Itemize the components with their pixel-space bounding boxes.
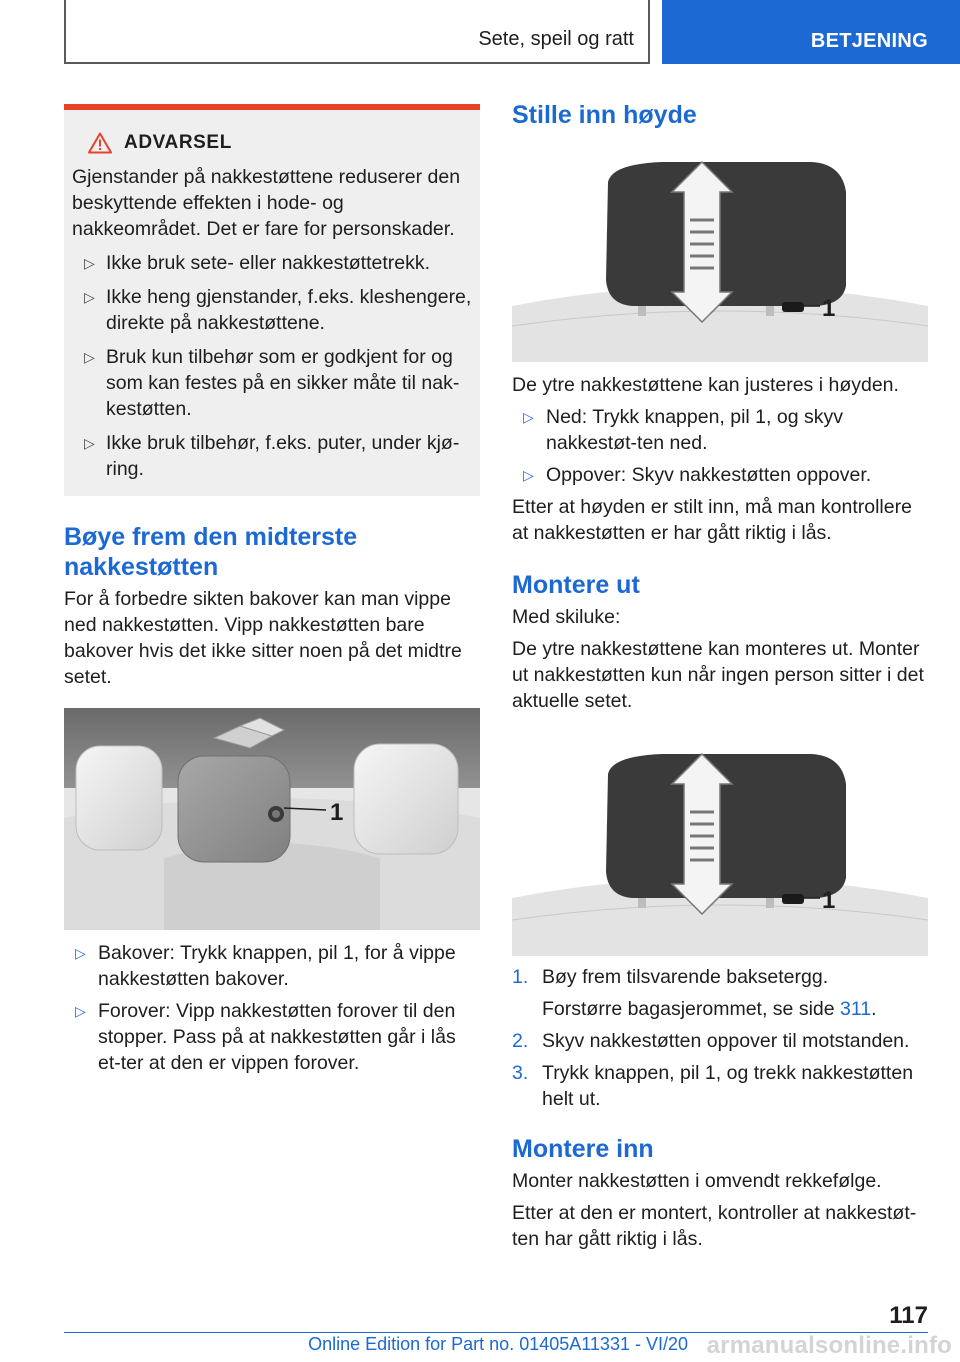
callout-number: 1 [822, 887, 836, 914]
height-heading: Stille inn høyde [512, 101, 697, 129]
header-section-box [64, 0, 650, 64]
page-number: 117 [889, 1302, 928, 1329]
warning-body: Gjenstander på nakkestøttene reduserer den beskyttende effekten i hode- og nakkeområdet. Det er fare for personskader. [72, 166, 461, 240]
fold-heading: Bøye frem den midterste nakkestøtten [64, 523, 358, 581]
callout-number: 1 [822, 295, 836, 322]
list-item-text: Bakover: Trykk knappen, pil 1, for å vippe nakkestøtten bakover. [98, 942, 456, 990]
list-item [512, 1060, 928, 1112]
fold-list [64, 940, 480, 1076]
list-item [512, 462, 928, 488]
callout-number: 1 [330, 799, 344, 826]
list-item [512, 404, 928, 456]
install-p1: Monter nakkestøtten i omvendt rekkefølge. [512, 1170, 882, 1192]
height-intro: De ytre nakkestøttene kan justeres i høyden. [512, 374, 899, 396]
list-item-text: Oppover: Skyv nakkestøtten oppover. [546, 464, 872, 486]
bullet-triangle-icon: ▷ [75, 945, 86, 961]
remove-heading: Montere ut [512, 571, 640, 599]
bullet-triangle-icon: ▷ [84, 289, 95, 305]
list-item [72, 284, 472, 336]
step-number: 2. [512, 1030, 529, 1052]
list-item-text: Ikke bruk sete- eller nakkestøttetrekk. [106, 252, 431, 274]
bullet-triangle-icon: ▷ [84, 349, 95, 365]
fold-intro: For å forbedre sikten bakover kan man vippe ned nakkestøtten. Vipp nakkestøtten bare bakover hvis det ikke sitter noen på det midtre setet. [64, 588, 462, 688]
list-item-text: Ikke bruk tilbehør, f.eks. puter, under kjø‐ring. [106, 432, 460, 480]
list-item-text: Forover: Vipp nakkestøtten forover til den stopper. Pass på at nakkestøtten går i lås et‐ter at den er vippen forover. [98, 1000, 456, 1074]
watermark-text: armanualsonline.info [706, 1332, 952, 1359]
list-item [512, 1028, 928, 1054]
footer-edition: Online Edition for Part no. 01405A11331 - VI/20 [308, 1334, 688, 1354]
list-item [72, 344, 472, 422]
right-column [512, 100, 928, 1252]
bullet-triangle-icon: ▷ [84, 435, 95, 451]
step-text: Bøy frem tilsvarende baksetergg. [542, 966, 829, 988]
warning-title: ADVARSEL [124, 132, 232, 153]
install-p2: Etter at den er montert, kontroller at nakkestøt‐ten har gått riktig i lås. [512, 1202, 917, 1250]
warning-title-row [88, 130, 472, 156]
remove-steps-continued [512, 1028, 928, 1112]
step-note [512, 996, 928, 1022]
list-item [72, 430, 472, 482]
bullet-triangle-icon: ▷ [523, 467, 534, 483]
header-section-title: Sete, speil og ratt [478, 28, 634, 50]
bullet-triangle-icon: ▷ [75, 1003, 86, 1019]
step-note-text: Forstørre bagasjerommet, se side [542, 998, 835, 1020]
list-item-text: Ned: Trykk knappen, pil 1, og skyv nakkestøt‐ten ned. [546, 406, 843, 454]
step-text: Trykk knappen, pil 1, og trekk nakkestøtten helt ut. [542, 1062, 914, 1110]
header-chapter-title: BETJENING [810, 30, 928, 52]
remove-sub: Med skiluke: [512, 606, 621, 628]
list-item [72, 250, 472, 276]
rear-seat-headrest-illustration [64, 708, 480, 930]
bullet-triangle-icon: ▷ [84, 255, 95, 271]
list-item-text: Bruk kun tilbehør som er godkjent for og som kan festes på en sikker måte til nak‐kestøtten. [106, 346, 460, 420]
height-outro: Etter at høyden er stilt inn, må man kontrollere at nakkestøtten er har gått riktig i lås. [512, 496, 912, 544]
remove-steps [512, 964, 928, 990]
step-number: 1. [512, 966, 529, 988]
list-item-text: Ikke heng gjenstander, f.eks. kleshengere, direkte på nakkestøttene. [106, 286, 472, 334]
step-note-suffix: . [871, 998, 877, 1020]
warning-list [72, 250, 472, 482]
install-heading: Montere inn [512, 1135, 654, 1163]
warning-box [64, 104, 480, 496]
list-item [64, 940, 480, 992]
step-text: Skyv nakkestøtten oppover til motstanden. [542, 1030, 910, 1052]
header-chapter-tab [662, 0, 960, 64]
warning-triangle-icon [88, 132, 112, 154]
remove-intro: De ytre nakkestøttene kan monteres ut. Monter ut nakkestøtten kun når ingen person sitter i det aktuelle setet. [512, 638, 924, 712]
headrest-height-illustration [512, 156, 928, 362]
page-link-311[interactable]: 311 [840, 998, 872, 1020]
bullet-triangle-icon: ▷ [523, 409, 534, 425]
headrest-removal-illustration [512, 742, 928, 956]
left-column [64, 104, 480, 1076]
height-list [512, 404, 928, 488]
step-number: 3. [512, 1062, 529, 1084]
list-item [512, 964, 928, 990]
list-item [64, 998, 480, 1076]
